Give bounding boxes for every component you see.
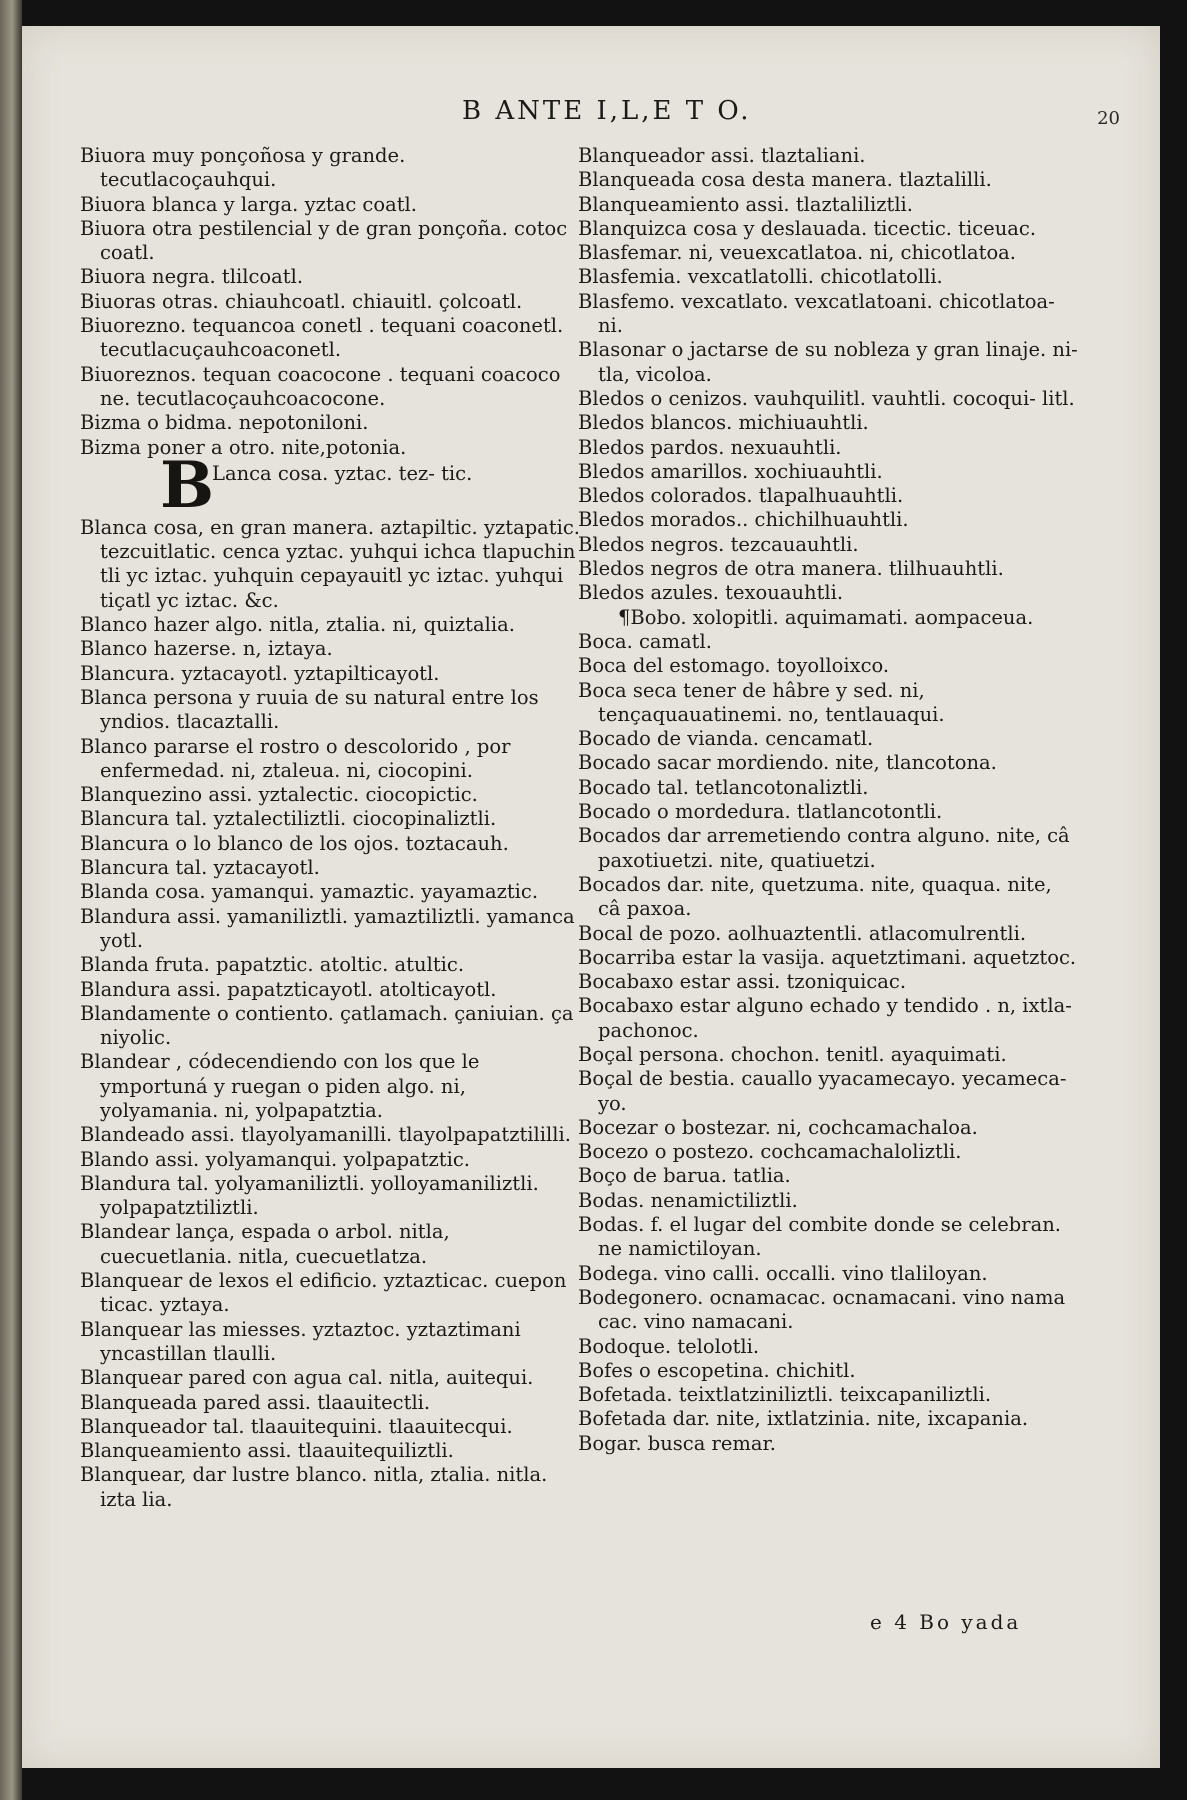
dictionary-entry: Blanda cosa. yamanqui. yamaztic. yayamaztic.: [80, 880, 539, 904]
section-b-first-entry: Lanca cosa. yztac. tez- tic.: [212, 461, 473, 485]
dictionary-entry: Blanqueador assi. tlaztaliani.: [578, 144, 866, 167]
dictionary-entry: Blanquear de lexos el edificio. yztazticac. cuepon ticac. yztaya.: [80, 1269, 567, 1317]
dictionary-entry: Biuora muy ponçoñosa y grande. tecutlacoçauhqui.: [80, 144, 406, 192]
dictionary-entry: Bizma o bidma. nepotoniloni.: [80, 411, 369, 435]
dictionary-entry: Blandura assi. yamaniliztli. yamaztiliztli. yamanca yotl.: [80, 904, 575, 952]
dictionary-entry: Bledos negros de otra manera. tlilhuauhtli.: [578, 557, 1004, 581]
dictionary-entry: Blandura assi. papatzticayotl. atolticayotl.: [80, 977, 497, 1001]
dictionary-entry: Bocados dar. nite, quetzuma. nite, quaqua. nite, câ paxoa.: [578, 872, 1052, 921]
dictionary-entry: Bofetada dar. nite, ixtlatzinia. nite, ixcapania.: [578, 1407, 1029, 1431]
dictionary-entry: Blancura. yztacayotl. yztapilticayotl.: [80, 661, 440, 685]
dictionary-entry: Blanca cosa, en gran manera. aztapiltic. yztapatic. tezcuitlatic. cenca yztac. yuhqui ichca tlapuchin tli yc iztac. yuhquin cepayauitl yc iztac. yuhqui tiçatl yc iztac. &c.: [80, 515, 580, 612]
dictionary-entry: Boçal persona. chochon. tenitl. ayaquimati.: [578, 1042, 1007, 1066]
dictionary-entry: Bofetada. teixtlatziniliztli. teixcapaniliztli.: [578, 1383, 992, 1407]
dictionary-entry: Bogar. busca remar.: [578, 1431, 776, 1455]
dictionary-entry: Bledos morados.. chichilhuauhtli.: [578, 508, 909, 532]
dictionary-entry: Boca. camatl.: [578, 629, 712, 653]
dictionary-entry: Bocabaxo estar alguno echado y tendido . n, ixtla- pachonoc.: [578, 994, 1072, 1042]
dictionary-entry: Blanda fruta. papatztic. atoltic. atultic.: [80, 953, 465, 977]
dictionary-entry: Blancura tal. yztalectiliztli. ciocopinaliztli.: [80, 807, 497, 831]
dictionary-entry: Biuorezno. tequancoa conetl . tequani coaconetl. tecutlacuçauhcoaconetl.: [80, 314, 564, 362]
dictionary-entry: Bledos o cenizos. vauhquilitl. vauhtli. cocoqui- litl.: [578, 386, 1075, 410]
dictionary-entry: Bocado tal. tetlancotonaliztli.: [578, 775, 869, 799]
dictionary-entry: Bocado de vianda. cencamatl.: [578, 727, 874, 751]
dictionary-entry: Blanca persona y ruuia de su natural entre los yndios. tlacaztalli.: [80, 685, 539, 734]
folio-number: 20: [1097, 108, 1120, 129]
dictionary-entry: Boca seca tener de hâbre y sed. ni, tençaquauatinemi. no, tentlauaqui.: [578, 678, 945, 726]
dictionary-entry: Blandamente o contiento. çatlamach. çaniuian. ça niyolic.: [80, 1001, 574, 1050]
dictionary-entry: Bodoque. telolotli.: [578, 1334, 760, 1358]
dictionary-entry: Biuoreznos. tequan coacocone . tequani coacoco ne. tecutlacoçauhcoacocone.: [80, 362, 561, 410]
dictionary-entry: Blanco hazerse. n, iztaya.: [80, 637, 333, 661]
dictionary-entry: Blasfemo. vexcatlato. vexcatlatoani. chicotlatoa- ni.: [578, 289, 1055, 338]
dictionary-entry: Blanquizca cosa y deslauada. ticectic. ticeuac.: [578, 216, 1037, 240]
dictionary-entry: Blanqueamiento assi. tlaauitequiliztli.: [80, 1439, 454, 1463]
dictionary-entry: Blancura o lo blanco de los ojos. toztacauh.: [80, 831, 509, 855]
dictionary-entry: Blanquear las miesses. yztaztoc. yztaztimani yncastillan tlaulli.: [80, 1317, 521, 1365]
dictionary-entry: Blasonar o jactarse de su nobleza y gran linaje. ni- tla, vicoloa.: [578, 338, 1078, 386]
left-column: [80, 144, 580, 1512]
running-head: B ANTE I,L,E T O.: [462, 96, 752, 126]
dictionary-entry: Blandear , códecendiendo con los que le ymportuná y ruegan o piden algo. ni, yolyamania. ni, yolpapatztia.: [80, 1050, 480, 1122]
dictionary-entry: Bodas. f. el lugar del combite donde se celebran. ne namictiloyan.: [578, 1213, 1061, 1261]
dictionary-entry: Bocarriba estar la vasija. aquetztimani. aquetztoc.: [578, 945, 1077, 969]
dictionary-entry: Bodegonero. ocnamacac. ocnamacani. vino nama cac. vino namacani.: [578, 1285, 1066, 1334]
right-column: [578, 144, 1078, 1456]
dictionary-entry: Blanqueador tal. tlaauitequini. tlaauitecqui.: [80, 1414, 513, 1438]
signature-catchword: e 4 Bo yada: [870, 1610, 1022, 1634]
dictionary-entry: Biuora negra. tlilcoatl.: [80, 265, 304, 289]
dictionary-entry: Bizma poner a otro. nite,potonia.: [80, 435, 407, 459]
dictionary-entry: Bledos colorados. tlapalhuauhtli.: [578, 484, 904, 508]
dictionary-entry: Bocal de pozo. aolhuaztentli. atlacomulrentli.: [578, 921, 1027, 945]
dictionary-entry: Blasfemia. vexcatlatolli. chicotlatolli.: [578, 265, 943, 289]
book-page: [22, 26, 1160, 1768]
dictionary-entry: Blasfemar. ni, veuexcatlatoa. ni, chicotlatoa.: [578, 241, 1017, 265]
dictionary-entry: Blanqueada cosa desta manera. tlaztalilli.: [578, 168, 992, 192]
dictionary-entry: Bocados dar arremetiendo contra alguno. nite, câ paxotiuetzi. nite, quatiuetzi.: [578, 824, 1070, 872]
dictionary-entry: Blanqueada pared assi. tlaauitectli.: [80, 1390, 431, 1414]
dictionary-entry: Blanco pararse el rostro o descolorido , por enfermedad. ni, ztaleua. ni, ciocopini.: [80, 734, 511, 782]
dictionary-entry: Blanquezino assi. yztalectic. ciocopictic.: [80, 783, 478, 807]
dictionary-entry: Blandear lança, espada o arbol. nitla, cuecuetlania. nitla, cuecuetlatza.: [80, 1220, 450, 1268]
dictionary-entry: Biuora blanca y larga. yztac coatl.: [80, 192, 417, 216]
dictionary-entry: ¶Bobo. xolopitli. aquimamati. aompaceua.: [618, 605, 1034, 629]
dictionary-entry: Blanqueamiento assi. tlaztaliliztli.: [578, 192, 913, 216]
dictionary-entry: Bledos amarillos. xochiuauhtli.: [578, 459, 883, 483]
dictionary-entry: Bocado o mordedura. tlatlancotontli.: [578, 800, 943, 824]
dictionary-entry: Blando assi. yolyamanqui. yolpapatztic.: [80, 1147, 470, 1171]
dictionary-entry: Blanquear pared con agua cal. nitla, auitequi.: [80, 1366, 534, 1390]
dictionary-entry: Blandura tal. yolyamaniliztli. yolloyamaniliztli. yolpapatztiliztli.: [80, 1171, 539, 1220]
dictionary-entry: Blandeado assi. tlayolyamanilli. tlayolpapatztililli.: [80, 1123, 571, 1147]
dictionary-entry: Bodega. vino calli. occalli. vino tlaliloyan.: [578, 1261, 988, 1285]
dictionary-entry: Bledos blancos. michiuauhtli.: [578, 411, 869, 435]
dictionary-entry: Blanco hazer algo. nitla, ztalia. ni, quiztalia.: [80, 613, 515, 637]
dictionary-entry: Bledos pardos. nexuauhtli.: [578, 435, 842, 459]
dictionary-entry: Bocado sacar mordiendo. nite, tlancotona.: [578, 751, 997, 775]
facing-page-edge: [0, 0, 22, 1800]
decorative-initial-b: B: [160, 447, 215, 523]
dictionary-entry: Blanquear, dar lustre blanco. nitla, ztalia. nitla. izta lia.: [80, 1463, 548, 1511]
dictionary-entry: Bocezo o postezo. cochcamachaloliztli.: [578, 1140, 962, 1164]
dictionary-entry: Bledos negros. tezcauauhtli.: [578, 532, 859, 556]
dictionary-entry: Boca del estomago. toyolloixco.: [578, 654, 890, 678]
dictionary-entry: Biuoras otras. chiauhcoatl. chiauitl. çolcoatl.: [80, 289, 523, 313]
dictionary-entry: Boço de barua. tatlia.: [578, 1164, 791, 1188]
dictionary-entry: Bledos azules. texouauhtli.: [578, 581, 844, 605]
dictionary-entry: Bodas. nenamictiliztli.: [578, 1188, 798, 1212]
dictionary-entry: Blancura tal. yztacayotl.: [80, 856, 320, 880]
dictionary-entry: Boçal de bestia. cauallo yyacamecayo. yecameca- yo.: [578, 1067, 1067, 1115]
dictionary-entry: Biuora otra pestilencial y de gran ponçoña. cotoc coatl.: [80, 216, 568, 265]
dictionary-entry: Bocabaxo estar assi. tzoniquicac.: [578, 970, 907, 994]
dictionary-entry: Bofes o escopetina. chichitl.: [578, 1358, 856, 1382]
dictionary-entry: Bocezar o bostezar. ni, cochcamachaloa.: [578, 1115, 978, 1139]
